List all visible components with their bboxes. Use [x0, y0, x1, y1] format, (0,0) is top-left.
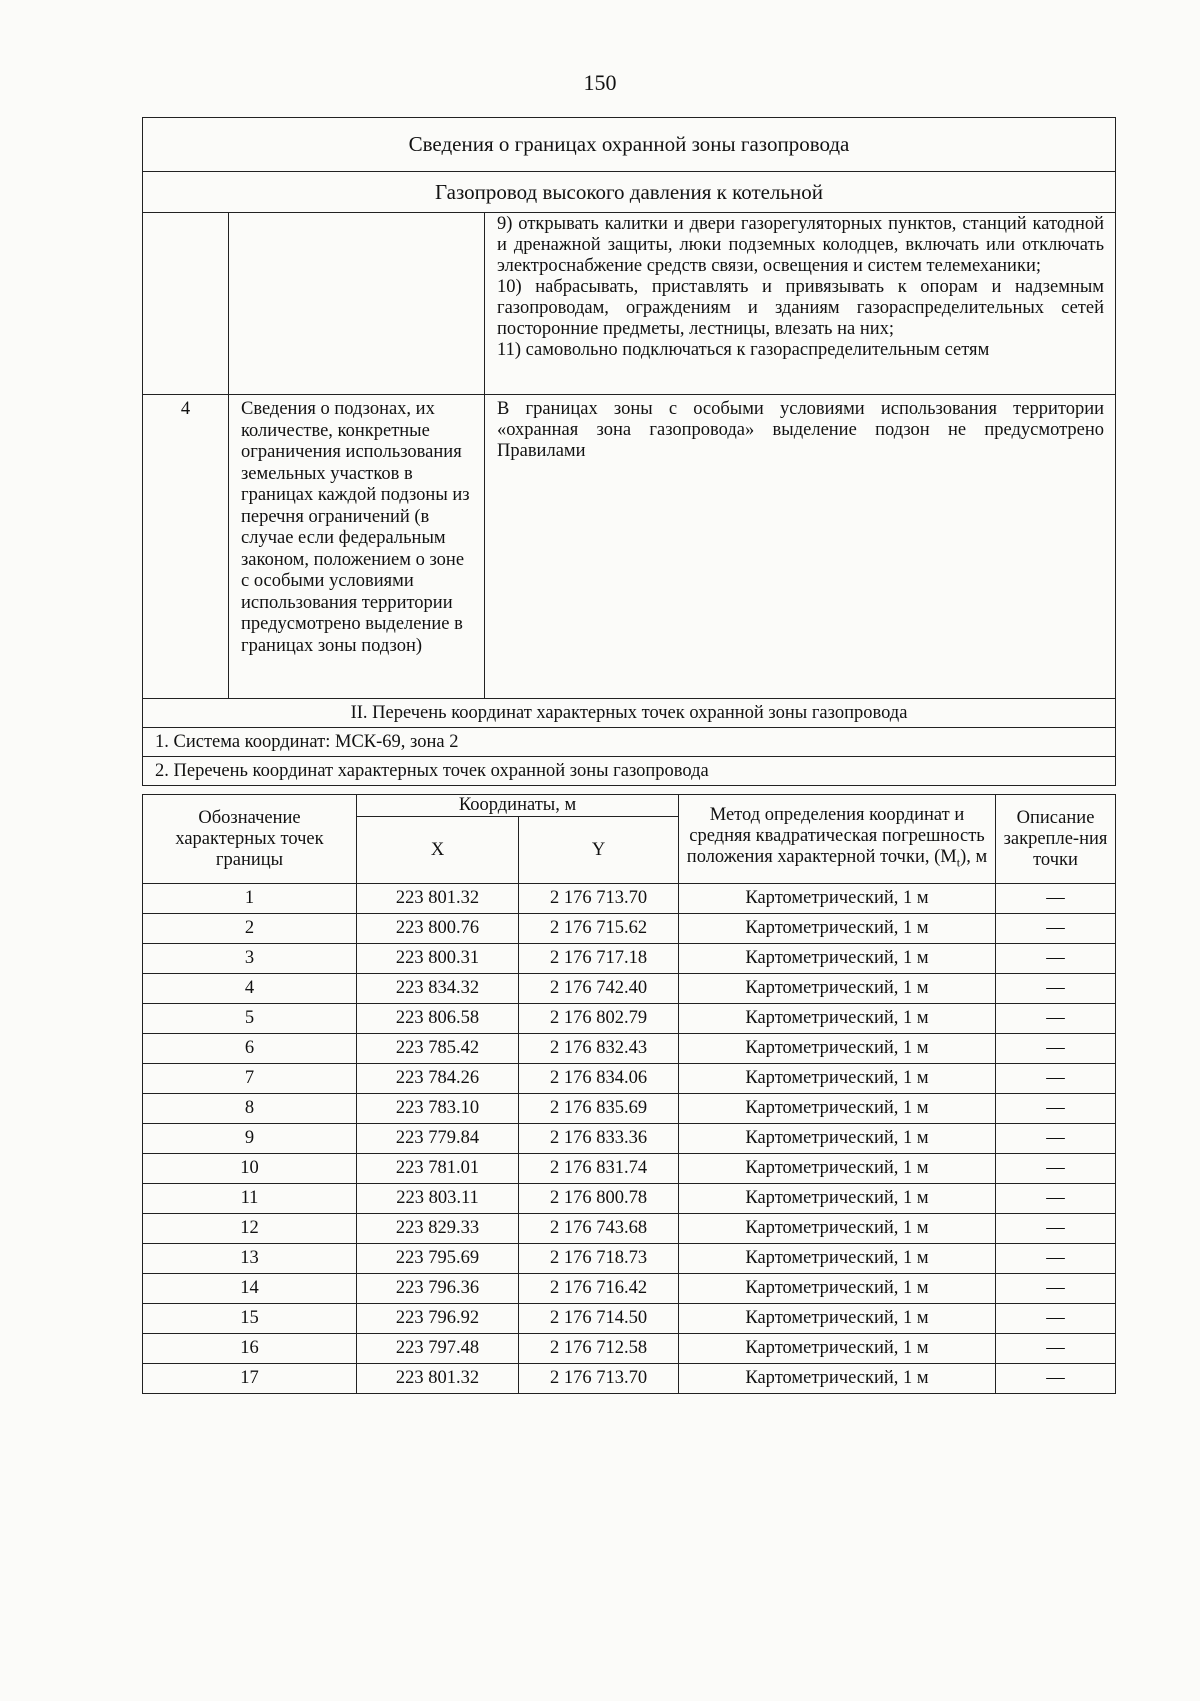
restriction-item-11: 11) самовольно подключаться к газораспределительным сетям — [497, 340, 990, 360]
empty-number-cell — [143, 213, 229, 395]
coord-y: 2 176 714.50 — [519, 1304, 679, 1334]
coord-x: 223 801.32 — [357, 884, 519, 914]
coord-y: 2 176 743.68 — [519, 1214, 679, 1244]
method: Картометрический, 1 м — [679, 1334, 996, 1364]
coord-y: 2 176 715.62 — [519, 914, 679, 944]
point-number: 9 — [143, 1124, 357, 1154]
coord-x: 223 781.01 — [357, 1154, 519, 1184]
coord-x: 223 785.42 — [357, 1034, 519, 1064]
table-row — [143, 1364, 1116, 1394]
table-row — [143, 1094, 1116, 1124]
method: Картометрический, 1 м — [679, 1154, 996, 1184]
method: Картометрический, 1 м — [679, 1184, 996, 1214]
coord-y: 2 176 713.70 — [519, 884, 679, 914]
table-row — [143, 884, 1116, 914]
restrictions-cell — [485, 213, 1116, 395]
coord-y: 2 176 713.70 — [519, 1364, 679, 1394]
subzones-label: Сведения о подзонах, их количестве, конкретные ограничения использования земельных участков в границах каждой подзоны из перечня ограничений (в случае если федеральным законом, положением о зоне с особыми условиями использования территории предусмотрено выделение в границах зоны подзон) — [229, 395, 485, 699]
coord-y: 2 176 835.69 — [519, 1094, 679, 1124]
document-subtitle: Газопровод высокого давления к котельной — [143, 172, 1116, 213]
coord-y: 2 176 712.58 — [519, 1334, 679, 1364]
point-number: 7 — [143, 1064, 357, 1094]
method: Картометрический, 1 м — [679, 1034, 996, 1064]
point-description: — — [996, 884, 1116, 914]
coord-x: 223 784.26 — [357, 1064, 519, 1094]
coordinate-list-title: 2. Перечень координат характерных точек охранной зоны газопровода — [143, 757, 1116, 786]
method: Картометрический, 1 м — [679, 1064, 996, 1094]
point-number: 12 — [143, 1214, 357, 1244]
point-description: — — [996, 944, 1116, 974]
point-description: — — [996, 974, 1116, 1004]
coord-x: 223 829.33 — [357, 1214, 519, 1244]
restrictions-continued-row — [143, 213, 1116, 395]
table-row — [143, 1064, 1116, 1094]
coord-x: 223 800.76 — [357, 914, 519, 944]
section-2-title: II. Перечень координат характерных точек охранной зоны газопровода — [143, 699, 1116, 728]
table-row — [143, 1244, 1116, 1274]
table-row — [143, 974, 1116, 1004]
method: Картометрический, 1 м — [679, 1214, 996, 1244]
header-method: Метод определения координат и средняя квадратическая погрешность положения характерной точки, $(M_t)$, м — [679, 795, 996, 884]
point-description: — — [996, 1334, 1116, 1364]
coord-y: 2 176 802.79 — [519, 1004, 679, 1034]
coord-y: 2 176 742.40 — [519, 974, 679, 1004]
table-row — [143, 1154, 1116, 1184]
point-description: — — [996, 1094, 1116, 1124]
point-number: 16 — [143, 1334, 357, 1364]
table-row — [143, 1034, 1116, 1064]
point-number: 14 — [143, 1274, 357, 1304]
table-row — [143, 1184, 1116, 1214]
point-description: — — [996, 1064, 1116, 1094]
method: Картометрический, 1 м — [679, 1124, 996, 1154]
zone-info-table — [142, 117, 1116, 786]
table-row — [143, 1334, 1116, 1364]
coord-y: 2 176 831.74 — [519, 1154, 679, 1184]
coord-x: 223 796.92 — [357, 1304, 519, 1334]
table-row — [143, 1274, 1116, 1304]
point-description: — — [996, 1004, 1116, 1034]
restriction-item-9: 9) открывать калитки и двери газорегуляторных пунктов, станций катодной и дренажной защиты, люки подземных колодцев, включать или отключать электроснабжение средств связи, освещения и систем телемеханики; — [497, 214, 1105, 276]
point-number: 1 — [143, 884, 357, 914]
coord-x: 223 806.58 — [357, 1004, 519, 1034]
document-title: Сведения о границах охранной зоны газопровода — [143, 118, 1116, 172]
point-number: 8 — [143, 1094, 357, 1124]
coordinates-table — [142, 794, 1116, 1394]
coord-x: 223 803.11 — [357, 1184, 519, 1214]
point-description: — — [996, 1124, 1116, 1154]
point-number: 5 — [143, 1004, 357, 1034]
method: Картометрический, 1 м — [679, 944, 996, 974]
empty-label-cell — [229, 213, 485, 395]
page-number: 150 — [583, 70, 617, 95]
point-number: 3 — [143, 944, 357, 974]
header-y: Y — [519, 817, 679, 884]
coord-x: 223 783.10 — [357, 1094, 519, 1124]
coord-x: 223 779.84 — [357, 1124, 519, 1154]
coord-y: 2 176 717.18 — [519, 944, 679, 974]
point-number: 13 — [143, 1244, 357, 1274]
subzones-row — [143, 395, 1116, 699]
coord-x: 223 800.31 — [357, 944, 519, 974]
point-number: 2 — [143, 914, 357, 944]
point-description: — — [996, 1274, 1116, 1304]
header-description: Описание закрепле-ния точки — [996, 795, 1116, 884]
method: Картометрический, 1 м — [679, 884, 996, 914]
point-description: — — [996, 1184, 1116, 1214]
point-description: — — [996, 1154, 1116, 1184]
point-number: 17 — [143, 1364, 357, 1394]
table-row — [143, 914, 1116, 944]
point-number: 15 — [143, 1304, 357, 1334]
coordinate-system: 1. Система координат: МСК-69, зона 2 — [143, 728, 1116, 757]
coord-x: 223 834.32 — [357, 974, 519, 1004]
table-row — [143, 944, 1116, 974]
coord-x: 223 797.48 — [357, 1334, 519, 1364]
method: Картометрический, 1 м — [679, 974, 996, 1004]
point-description: — — [996, 1364, 1116, 1394]
coord-y: 2 176 716.42 — [519, 1274, 679, 1304]
subzones-value: В границах зоны с особыми условиями использования территории «охранная зона газопровода» выделение подзон не предусмотрено Правилами — [485, 395, 1116, 699]
point-number: 6 — [143, 1034, 357, 1064]
point-number: 4 — [143, 974, 357, 1004]
point-number: 10 — [143, 1154, 357, 1184]
header-point-designation: Обозначение характерных точек границы — [143, 795, 357, 884]
coord-y: 2 176 834.06 — [519, 1064, 679, 1094]
coord-x: 223 801.32 — [357, 1364, 519, 1394]
table-row — [143, 1214, 1116, 1244]
header-x: X — [357, 817, 519, 884]
coord-x: 223 796.36 — [357, 1274, 519, 1304]
table-row — [143, 1124, 1116, 1154]
point-number: 11 — [143, 1184, 357, 1214]
point-description: — — [996, 914, 1116, 944]
point-description: — — [996, 1214, 1116, 1244]
row-number: 4 — [143, 395, 229, 699]
point-description: — — [996, 1304, 1116, 1334]
method: Картометрический, 1 м — [679, 1094, 996, 1124]
point-description: — — [996, 1034, 1116, 1064]
method: Картометрический, 1 м — [679, 1004, 996, 1034]
method: Картометрический, 1 м — [679, 1244, 996, 1274]
method: Картометрический, 1 м — [679, 1304, 996, 1334]
restriction-item-10: 10) набрасывать, приставлять и привязывать к опорам и надземным газопроводам, ограждениям и зданиям газораспределительных сетей посторонние предметы, лестницы, влезать на них; — [497, 277, 1105, 339]
table-row — [143, 1304, 1116, 1334]
coord-y: 2 176 718.73 — [519, 1244, 679, 1274]
header-coordinates: Координаты, м — [357, 795, 679, 817]
coord-x: 223 795.69 — [357, 1244, 519, 1274]
method: Картометрический, 1 м — [679, 1364, 996, 1394]
table-row — [143, 1004, 1116, 1034]
method: Картометрический, 1 м — [679, 1274, 996, 1304]
point-description: — — [996, 1244, 1116, 1274]
method: Картометрический, 1 м — [679, 914, 996, 944]
coord-y: 2 176 800.78 — [519, 1184, 679, 1214]
coord-y: 2 176 833.36 — [519, 1124, 679, 1154]
coord-y: 2 176 832.43 — [519, 1034, 679, 1064]
